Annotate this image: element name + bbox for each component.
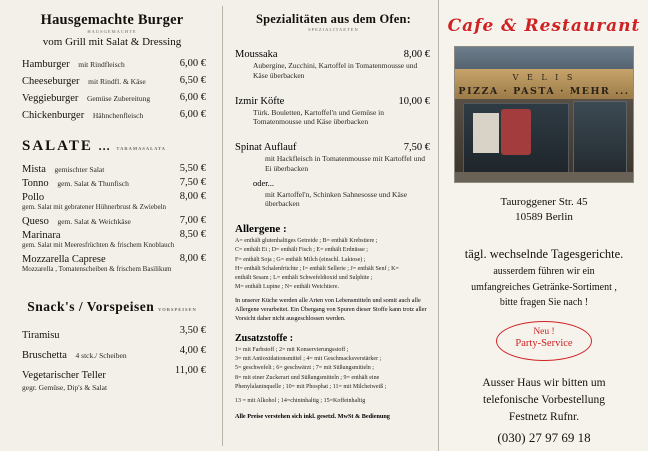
salate-heading bbox=[22, 138, 216, 155]
zusatz-line: 13 = mit Alkohol ; 14=chininhaltig ; 15=Koffeinhaltig bbox=[235, 398, 366, 405]
badge-line-1: Neu ! bbox=[533, 326, 555, 337]
item-name: Queso bbox=[22, 215, 49, 227]
item-desc: 4 stck./ Scheiben bbox=[75, 351, 127, 361]
allergene-line: H= enthält Schalenfrüchte ; I= enthält Sellerie ; J= enthält Senf ; K= bbox=[235, 265, 399, 272]
burger-heading: Hausgemachte Burger bbox=[40, 12, 184, 28]
party-service-badge-wrap bbox=[439, 321, 648, 367]
item-desc: Gemüse Zubereitung bbox=[87, 94, 151, 103]
item-subdesc: Mozzarella , Tomatenscheiben & frischem Basilikum bbox=[22, 264, 172, 273]
menu-item bbox=[22, 189, 210, 203]
menu-item bbox=[235, 93, 432, 107]
daily-line-1: tägl. wechselnde Tagesgerichte. bbox=[464, 246, 624, 261]
item-name: Marinara bbox=[22, 229, 61, 241]
item-subdesc: gem. Salat mit gebratener Hühnerbrust & Zwiebeln bbox=[22, 203, 167, 211]
price-footnote: Alle Preise verstehen sich inkl. gesetzl. MwSt & Bedienung bbox=[235, 413, 390, 421]
item-price: 8,00 € bbox=[403, 49, 430, 60]
allergene-line: F= enthält Soja ; G= enthält Milch (einschl. Laktose) ; bbox=[235, 256, 366, 263]
item-desc: Hähnchenfleisch bbox=[92, 111, 144, 120]
item-name: Spinat Auflauf bbox=[235, 142, 297, 153]
zusatz-line: 3= mit Antioxidationsmittel ; 4= mit Geschmacksverstärker ; bbox=[235, 355, 382, 362]
allergene-line: enthält Sesam ; L= enthält Schwefeldioxid und Sulphite ; bbox=[235, 275, 373, 282]
phone-number: (030) 27 97 69 18 bbox=[497, 430, 591, 446]
ofen-heading: Spezialitäten aus dem Ofen: bbox=[255, 12, 412, 26]
item-name: Cheeseburger bbox=[22, 76, 80, 87]
zusatz-line: 5= geschwefelt ; 6= geschwärzt ; 7= mit Süßungsmitteln ; bbox=[235, 365, 374, 372]
item-desc-alt: mit Kartoffel'n, Schinken Sahnesosse und Käse überbacken bbox=[265, 189, 408, 209]
takeaway-line-3: Festnetz Rufnr. bbox=[508, 411, 580, 424]
photo-umbrella bbox=[501, 109, 531, 155]
salate-heading-tiny: TARAMASALATA bbox=[116, 146, 166, 151]
photo-menu-board bbox=[473, 113, 499, 153]
item-desc: gem. Salat & Thunfisch bbox=[57, 179, 129, 188]
item-name: Mozzarella Caprese bbox=[22, 253, 106, 265]
salate-list bbox=[8, 161, 216, 273]
zusatzstoffe-list bbox=[235, 346, 432, 407]
allergene-line: C= enthält Ei ; D= enthält Fisch ; E= enthält Erdnüsse ; bbox=[235, 247, 368, 254]
item-price: 7,50 € bbox=[179, 177, 206, 188]
snacks-heading-text: Snack's / Vorspeisen bbox=[27, 299, 155, 315]
item-name: Veggieburger bbox=[22, 93, 79, 104]
badge-line-2: Party-Service bbox=[515, 337, 573, 349]
photo-ground bbox=[455, 172, 633, 182]
restaurant-photo bbox=[454, 46, 634, 183]
menu-item bbox=[22, 251, 210, 265]
zusatzstoffe-heading: Zusatzstoffe : bbox=[235, 332, 294, 344]
allergene-line: A= enthält glutenhaltiges Getreide ; B= enthält Krebstiere ; bbox=[235, 238, 378, 244]
salate-heading-text: SALATE bbox=[22, 138, 93, 154]
item-desc: gemischter Salat bbox=[54, 165, 105, 174]
item-name: Chickenburger bbox=[22, 110, 85, 121]
item-price: 6,50 € bbox=[179, 75, 206, 86]
photo-sign bbox=[455, 69, 633, 99]
menu-item bbox=[235, 139, 432, 153]
item-price: 6,00 € bbox=[179, 92, 206, 103]
address bbox=[439, 195, 648, 225]
item-price: 10,00 € bbox=[398, 95, 430, 107]
item-desc: Aubergine, Zucchini, Kartoffel in Tomatenmousse und Käse überbacken bbox=[253, 61, 418, 80]
ofen-list bbox=[231, 46, 436, 209]
menu-item bbox=[22, 343, 210, 363]
photo-sign-line1: V E L I S bbox=[512, 73, 576, 82]
column-right bbox=[438, 0, 648, 451]
allergene-note: In unserer Küche werden alle Arten von Lebensmitteln und somit auch alle Allergene verarbeitet. Ein Übergang von Spuren dieser Stoffe kann trotz aller Vorsicht daher nicht ausgeschlossen werden. bbox=[235, 296, 427, 323]
item-name: Moussaka bbox=[235, 49, 278, 60]
item-price: 6,00 € bbox=[179, 58, 206, 69]
menu-item bbox=[22, 107, 210, 124]
menu-item bbox=[22, 323, 210, 343]
menu-item bbox=[22, 363, 210, 383]
daily-specials bbox=[439, 245, 648, 311]
item-name: Bruschetta bbox=[22, 350, 67, 362]
item-name: Hamburger bbox=[22, 59, 70, 70]
menu-item bbox=[22, 73, 210, 90]
allergene-heading: Allergene : bbox=[235, 223, 287, 235]
menu-item bbox=[22, 227, 210, 241]
allergene-list bbox=[235, 237, 432, 293]
menu-item bbox=[22, 90, 210, 107]
zusatz-line: 1= mit Farbstoff ; 2= mit Konservierungsstoff ; bbox=[235, 346, 349, 353]
item-price: 4,00 € bbox=[179, 345, 206, 357]
column-middle bbox=[222, 6, 436, 446]
item-desc: mit Rindfl. & Käse bbox=[88, 77, 146, 86]
daily-line-2: ausserdem führen wir ein bbox=[493, 266, 595, 278]
item-desc: mit Rindfleisch bbox=[78, 60, 125, 69]
snacks-heading bbox=[8, 299, 216, 315]
snacks-list bbox=[8, 323, 216, 392]
item-price: 3,50 € bbox=[179, 325, 206, 337]
menu-item bbox=[235, 46, 432, 60]
menu-item bbox=[22, 56, 210, 73]
item-price: 11,00 € bbox=[174, 365, 206, 377]
item-name: Izmir Köfte bbox=[235, 95, 285, 107]
item-price: 8,00 € bbox=[179, 191, 206, 202]
item-price: 8,50 € bbox=[179, 228, 206, 240]
menu-item bbox=[22, 175, 210, 189]
item-price: 7,50 € bbox=[403, 142, 430, 153]
snacks-heading-tiny: VORSPEISEN bbox=[158, 307, 197, 313]
item-name: Tiramisu bbox=[22, 330, 60, 342]
burger-list bbox=[8, 56, 216, 124]
zusatz-line: 8= mit einer Zuckerart und Süßungsmitteln ; 9= enthält eine bbox=[235, 374, 380, 381]
takeaway-note bbox=[439, 375, 648, 427]
item-desc: mit Hackfleisch in Tomatenmousse mit Kartoffel und Ei überbacken bbox=[265, 154, 425, 173]
daily-line-4: bitte fragen Sie nach ! bbox=[499, 297, 589, 309]
takeaway-line-2: telefonische Vorbestellung bbox=[483, 393, 605, 406]
address-city: 10589 Berlin bbox=[515, 210, 573, 223]
item-name: Mista bbox=[22, 164, 46, 175]
brand-title: Cafe & Restaurant bbox=[447, 16, 641, 36]
item-oder: oder... bbox=[253, 177, 275, 188]
salate-heading-dots: ... bbox=[98, 139, 111, 153]
allergene-line: M= enthält Lupine ; N= enthält Weichtiere. bbox=[235, 284, 339, 291]
address-street: Tauroggener Str. 45 bbox=[500, 196, 588, 208]
item-price: 6,00 € bbox=[179, 109, 206, 120]
item-desc: gem. Salat & Weichkäse bbox=[57, 216, 131, 226]
menu-item bbox=[22, 213, 210, 227]
burger-subheading: vom Grill mit Salat & Dressing bbox=[42, 36, 182, 48]
item-subdesc: gegr. Gemüse, Dip's & Salat bbox=[22, 383, 108, 393]
zusatz-line: Phenylalaninquelle ; 10= mit Phosphat ; 11= mit Milcheiweiß ; bbox=[235, 383, 387, 390]
item-subdesc: gem. Salat mit Meeresfrüchten & frischem Knoblauch bbox=[22, 240, 175, 249]
item-name: Vegetarischer Teller bbox=[22, 370, 106, 382]
photo-door bbox=[573, 101, 627, 183]
party-service-badge bbox=[496, 321, 592, 361]
daily-line-3: umfangreiches Getränke-Sortiment , bbox=[471, 281, 617, 293]
item-price: 5,50 € bbox=[179, 163, 206, 174]
column-left bbox=[8, 6, 216, 446]
ofen-heading-tiny: SPEZIALITAETEN bbox=[308, 27, 359, 32]
item-name: Tonno bbox=[22, 178, 49, 189]
item-price: 8,00 € bbox=[179, 252, 206, 264]
menu-item bbox=[22, 161, 210, 175]
item-name: Pollo bbox=[22, 192, 45, 203]
takeaway-line-1: Ausser Haus wir bitten um bbox=[482, 376, 606, 389]
item-price: 7,00 € bbox=[179, 214, 206, 226]
item-desc: Türk. Bouletten, Kartoffel'n und Gemüse in Tomatenmousse und Käse überbacken bbox=[253, 107, 384, 127]
burger-heading-tiny: HAUSGEMACHTE bbox=[87, 29, 137, 34]
photo-sign-line2: PIZZA · PASTA · MEHR ... bbox=[458, 86, 630, 97]
